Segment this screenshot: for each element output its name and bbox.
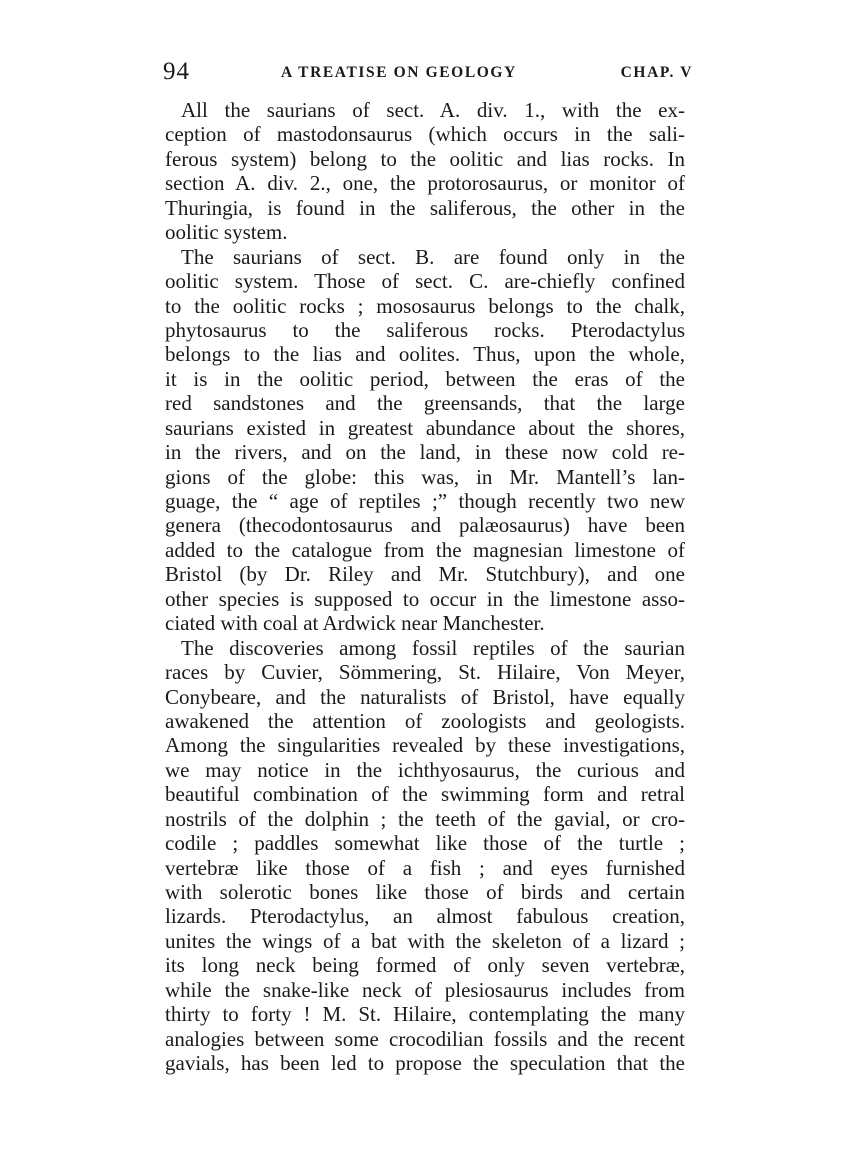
text-line: vertebræ like those of a fish ; and eyes furnished — [165, 855, 685, 880]
running-head — [163, 58, 693, 88]
text-line: in the rivers, and on the land, in these now cold re- — [165, 440, 685, 465]
text-line: with solerotic bones like those of birds and certain — [165, 880, 685, 904]
text-line: nostrils of the dolphin ; the teeth of the gavial, or cro- — [165, 806, 685, 831]
text-line: red sandstones and the greensands, that the large — [165, 391, 685, 416]
text-line: guage, the “ age of reptiles ;” though recently two new — [165, 489, 685, 513]
text-line: genera (thecodontosaurus and palæosaurus) have been — [165, 513, 685, 538]
page-number: 94 — [163, 58, 190, 85]
text-line: its long neck being formed of only seven vertebræ, — [165, 953, 685, 978]
text-line: phytosaurus to the saliferous rocks. Pterodactylus — [165, 317, 685, 342]
text-line: awakened the attention of zoologists and geologists. — [165, 708, 685, 733]
text-line: lizards. Pterodactylus, an almost fabulous creation, — [165, 904, 685, 929]
text-line: added to the catalogue from the magnesian limestone of — [165, 537, 685, 562]
text-line: analogies between some crocodilian fossils and the recent — [165, 1026, 685, 1051]
text-line: Among the singularities revealed by these investigations, — [165, 733, 685, 758]
running-title: A TREATISE ON GEOLOGY — [281, 64, 517, 81]
text-line: The saurians of sect. B. are found only in the — [181, 244, 685, 269]
text-line: oolitic system. Those of sect. C. are-chiefly confined — [165, 269, 685, 294]
text-line: unites the wings of a bat with the skeleton of a lizard ; — [165, 928, 685, 953]
text-line: ception of mastodonsaurus (which occurs in the sali- — [165, 122, 685, 147]
text-line: Bristol (by Dr. Riley and Mr. Stutchbury), and one — [165, 562, 685, 587]
text-line: belongs to the lias and oolites. Thus, upon the whole, — [165, 342, 685, 367]
text-line: gions of the globe: this was, in Mr. Mantell’s lan- — [165, 464, 685, 489]
text-line: saurians existed in greatest abundance about the shores, — [165, 415, 685, 440]
text-line: we may notice in the ichthyosaurus, the curious and — [165, 757, 685, 782]
body-text — [165, 98, 685, 1076]
text-line: Conybeare, and the naturalists of Bristol, have equally — [165, 684, 685, 709]
text-line: ferous system) belong to the oolitic and lias rocks. In — [165, 146, 685, 171]
text-line: section A. div. 2., one, the protorosaurus, or monitor of — [165, 171, 685, 196]
text-line: The discoveries among fossil reptiles of the saurian — [181, 635, 685, 660]
text-line: beautiful combination of the swimming form and retral — [165, 782, 685, 807]
text-line: other species is supposed to occur in the limestone asso- — [165, 586, 685, 611]
text-line: it is in the oolitic period, between the eras of the — [165, 366, 685, 391]
text-line: oolitic system. — [165, 220, 288, 245]
text-line: thirty to forty ! M. St. Hilaire, contemplating the many — [165, 1002, 685, 1027]
text-line: gavials, has been led to propose the speculation that the — [165, 1051, 685, 1076]
chapter-label: CHAP. V — [620, 64, 693, 81]
text-line: while the snake-like neck of plesiosaurus includes from — [165, 977, 685, 1002]
text-line: races by Cuvier, Sömmering, St. Hilaire, Von Meyer, — [165, 660, 685, 685]
text-line: Thuringia, is found in the saliferous, the other in the — [165, 195, 685, 220]
text-line: to the oolitic rocks ; mososaurus belongs to the chalk, — [165, 293, 685, 318]
text-line: All the saurians of sect. A. div. 1., with the ex- — [181, 98, 685, 122]
text-line: ciated with coal at Ardwick near Manchester. — [165, 611, 545, 636]
text-line: codile ; paddles somewhat like those of the turtle ; — [165, 831, 685, 856]
